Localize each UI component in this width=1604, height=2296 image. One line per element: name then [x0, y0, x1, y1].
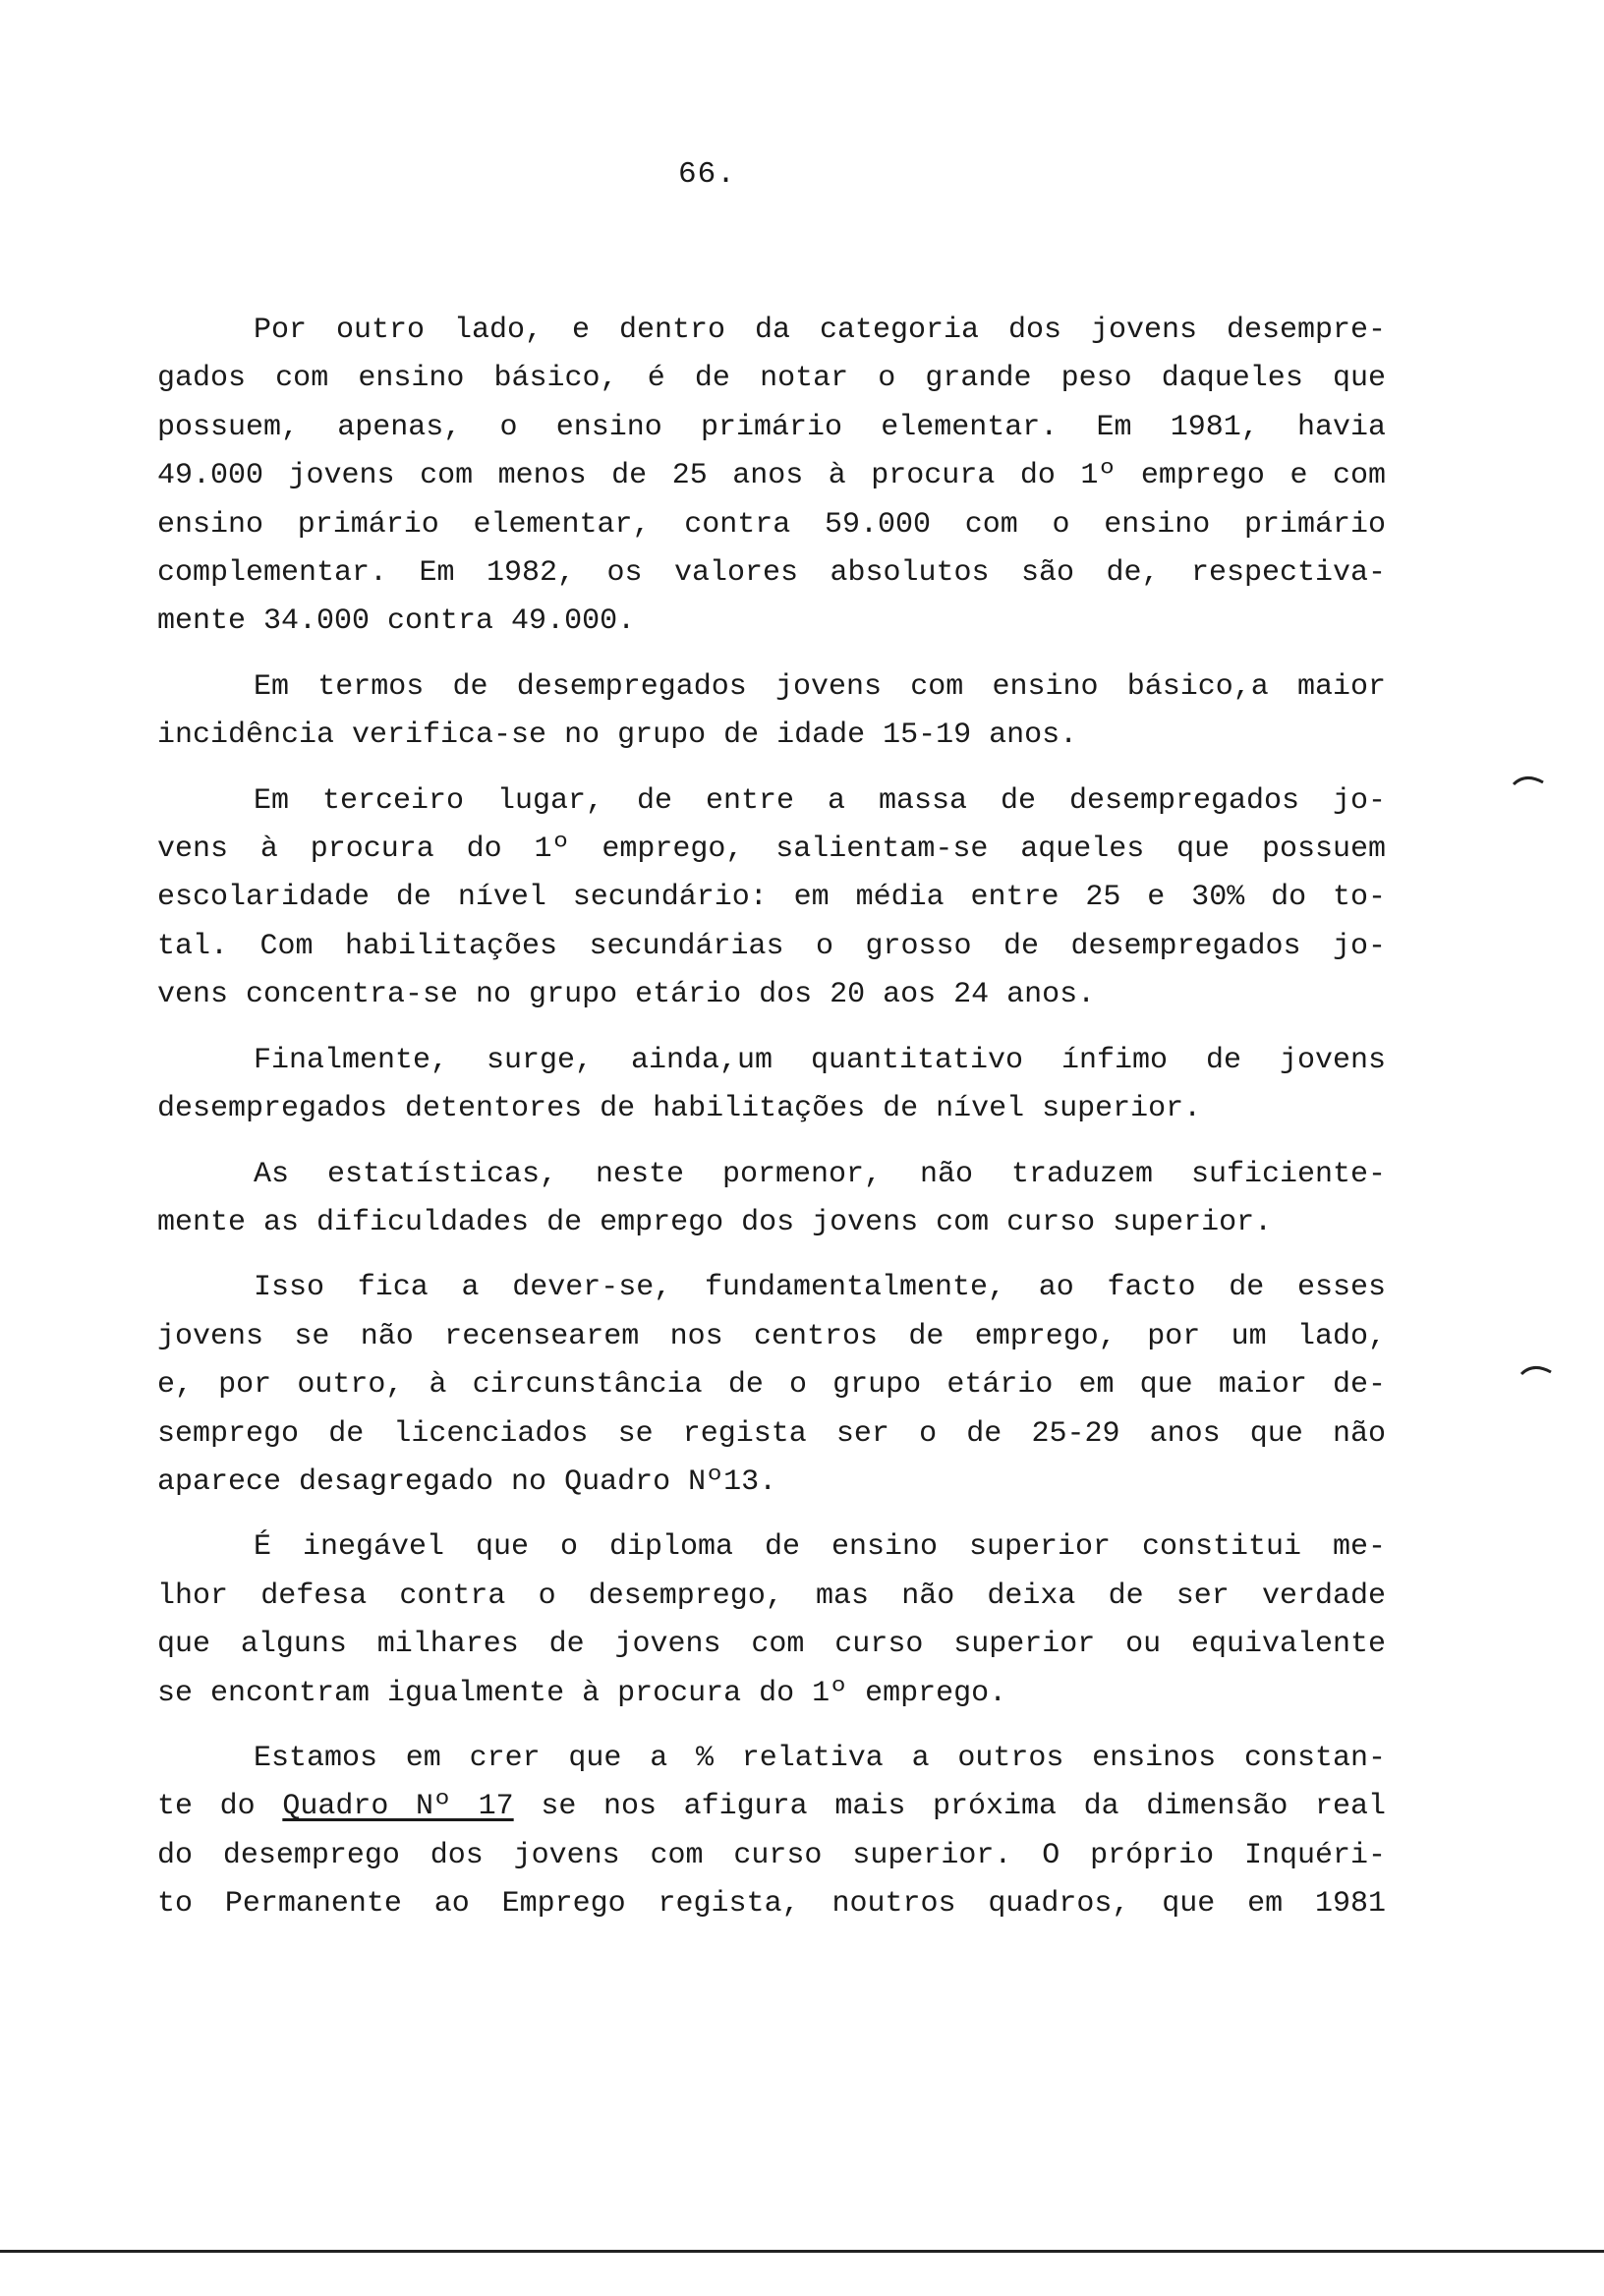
paragraph-1: [157, 307, 1386, 647]
text-line: incidência verifica-se no grupo de idade 15-19 anos.: [157, 718, 1078, 753]
paragraph-8: [157, 1735, 1386, 1929]
text-line: jovens se não recensearem nos centros de emprego, por um lado,: [157, 1319, 1386, 1353]
paragraph-6: [157, 1264, 1386, 1507]
margin-mark: [1519, 1360, 1553, 1380]
text-line: lhor defesa contra o desemprego, mas não deixa de ser verdade: [157, 1578, 1386, 1613]
text-line: 49.000 jovens com menos de 25 anos à procura do 1º emprego e com: [157, 459, 1386, 493]
text-line: tal. Com habilitações secundárias o grosso de desempregados jo-: [157, 929, 1386, 963]
text-line: desempregados detentores de habilitações de nível superior.: [157, 1092, 1202, 1126]
text-line: vens à procura do 1º emprego, salientam-se aqueles que possuem: [157, 832, 1386, 867]
text-line: do desemprego dos jovens com curso superior. O próprio Inquéri-: [157, 1838, 1386, 1872]
text-line-with-reference: [157, 1783, 1386, 1831]
text-line: Em terceiro lugar, de entre a massa de desempregados jo-: [254, 783, 1386, 818]
text-line: As estatísticas, neste pormenor, não traduzem suficiente-: [254, 1157, 1386, 1191]
text-line: Em termos de desempregados jovens com ensino básico,a maior: [254, 669, 1386, 704]
text-line: possuem, apenas, o ensino primário elementar. Em 1981, havia: [157, 410, 1386, 444]
paragraph-4: [157, 1037, 1386, 1134]
text-segment: te do: [157, 1790, 283, 1824]
bottom-rule: [0, 2250, 1604, 2253]
text-line: É inegável que o diploma de ensino superior constitui me-: [254, 1530, 1386, 1565]
margin-mark: [1512, 771, 1545, 790]
text-line: to Permanente ao Emprego regista, noutros quadros, que em 1981: [157, 1887, 1386, 1922]
text-line: que alguns milhares de jovens com curso superior ou equivalente: [157, 1628, 1386, 1662]
paragraph-5: [157, 1151, 1386, 1248]
paragraph-3: [157, 777, 1386, 1020]
text-line: Finalmente, surge, ainda,um quantitativo ínfimo de jovens: [254, 1043, 1386, 1077]
page-number: 66.: [678, 157, 736, 192]
text-line: gados com ensino básico, é de notar o grande peso daqueles que: [157, 362, 1386, 396]
text-line: ensino primário elementar, contra 59.000 com o ensino primário: [157, 507, 1386, 542]
text-line: mente as dificuldades de emprego dos jovens com curso superior.: [157, 1205, 1273, 1239]
text-line: vens concentra-se no grupo etário dos 20 aos 24 anos.: [157, 978, 1096, 1012]
text-line: escolaridade de nível secundário: em média entre 25 e 30% do to-: [157, 881, 1386, 915]
paragraph-7: [157, 1523, 1386, 1718]
text-line: complementar. Em 1982, os valores absolutos são de, respectiva-: [157, 556, 1386, 591]
text-line: se encontram igualmente à procura do 1º emprego.: [157, 1676, 1007, 1710]
text-line: Isso fica a dever-se, fundamentalmente, ao facto de esses: [254, 1271, 1386, 1305]
quadro-17-reference: Quadro Nº 17: [282, 1790, 514, 1824]
text-line: Por outro lado, e dentro da categoria dos jovens desempre-: [254, 314, 1386, 347]
document-body: [157, 307, 1386, 1946]
text-line: aparece desagregado no Quadro Nº13.: [157, 1464, 777, 1499]
text-line: mente 34.000 contra 49.000.: [157, 604, 636, 639]
text-segment: se nos afigura mais próxima da dimensão real: [513, 1790, 1386, 1824]
text-line: Estamos em crer que a % relativa a outros ensinos constan-: [254, 1741, 1386, 1775]
paragraph-2: [157, 663, 1386, 761]
text-line: e, por outro, à circunstância de o grupo etário em que maior de-: [157, 1368, 1386, 1403]
text-line: semprego de licenciados se regista ser o de 25-29 anos que não: [157, 1416, 1386, 1451]
